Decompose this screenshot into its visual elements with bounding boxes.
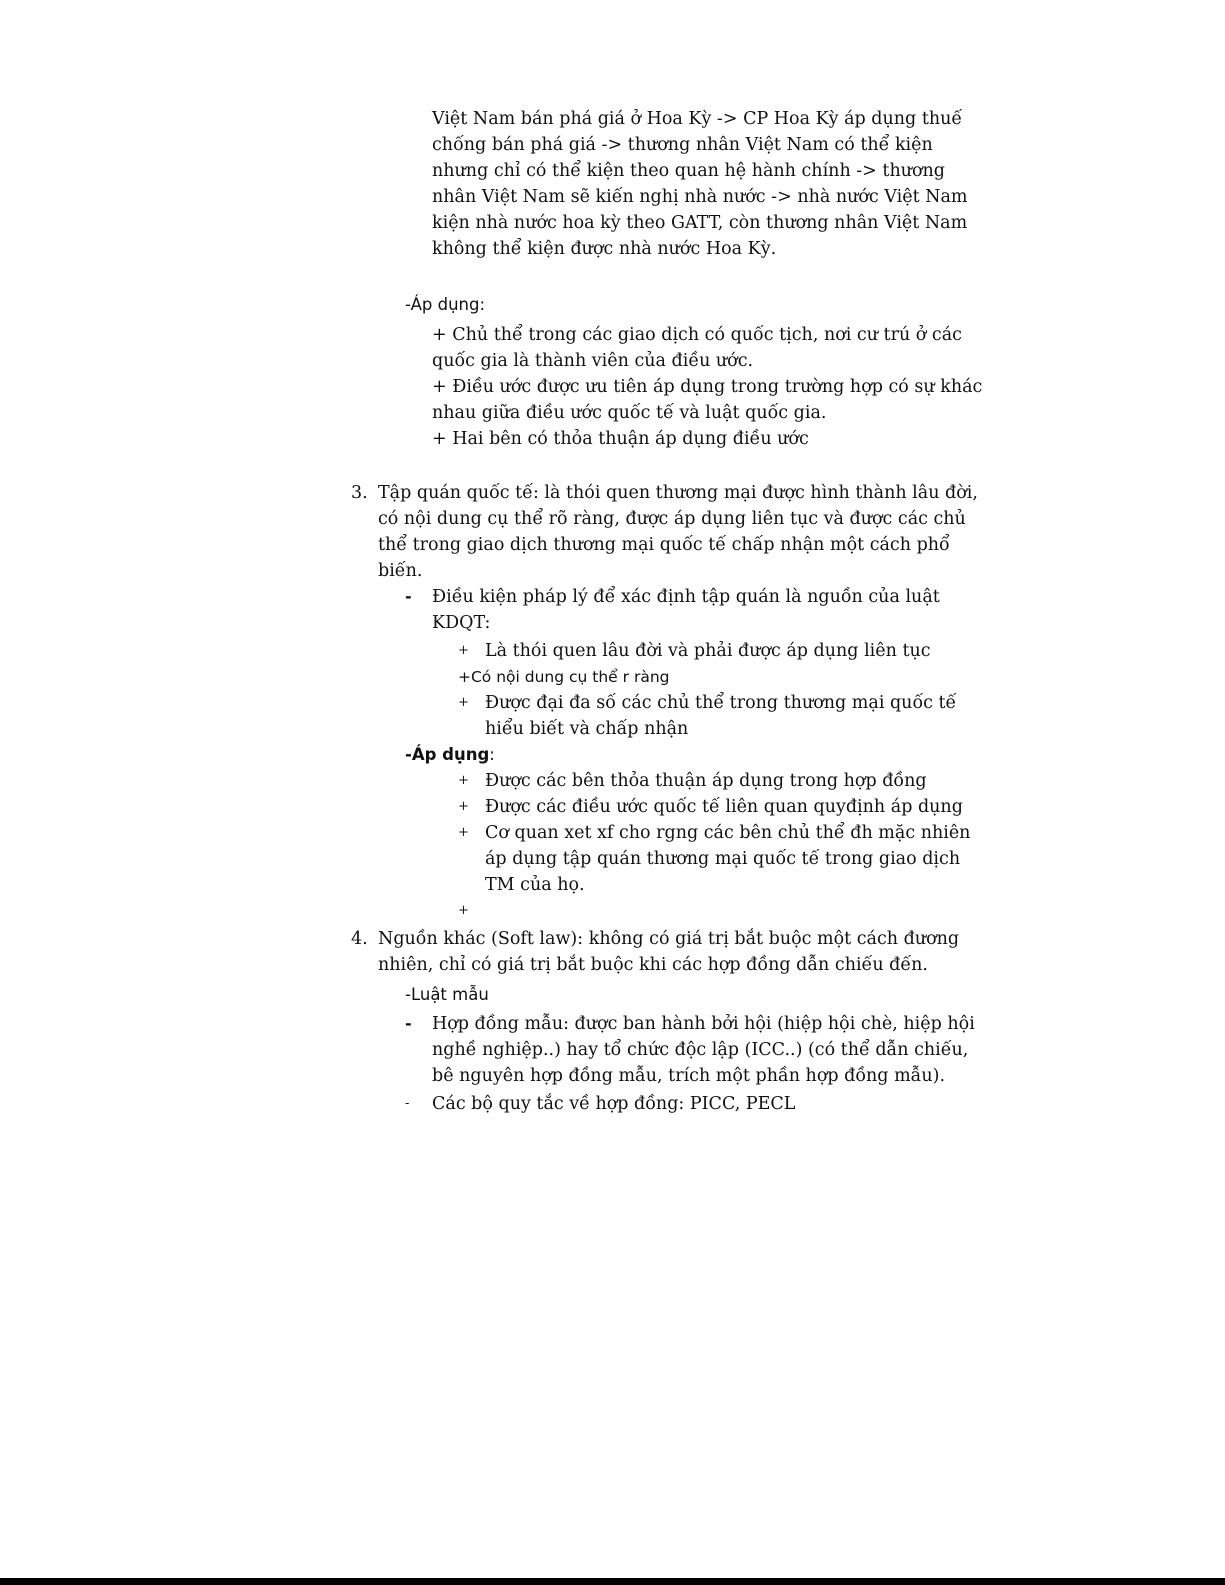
- item4-line: Nguồn khác (Soft law): không có giá trị bắt buộc một cách đương: [378, 929, 960, 949]
- plus-bullet: +: [458, 643, 469, 658]
- dash-bullet: -: [405, 1096, 410, 1111]
- condition-line: Điều kiện pháp lý để xác định tập quán là nguồn của luật: [432, 587, 940, 607]
- hop-dong-mau-line: bê nguyên hợp đồng mẫu, trích một phần hợp đồng mẫu).: [432, 1066, 946, 1086]
- plus-bullet: +: [458, 773, 469, 788]
- apdung-item: áp dụng tập quán thương mại quốc tế trong giao dịch: [485, 849, 961, 869]
- intro-line: nhưng chỉ có thể kiện theo quan hệ hành chính -> thương: [432, 161, 945, 181]
- condition-item: hiểu biết và chấp nhận: [485, 719, 689, 739]
- apdung-line: + Điều ước được ưu tiên áp dụng trong trường hợp có sự khác: [432, 377, 983, 397]
- item4-line: nhiên, chỉ có giá trị bắt buộc khi các hợp đồng dẫn chiếu đến.: [378, 955, 928, 975]
- apdung-custom-colon: :: [489, 745, 495, 764]
- list-number: 3.: [351, 483, 368, 503]
- apdung-line: + Chủ thể trong các giao dịch có quốc tịch, nơi cư trú ở các: [432, 325, 962, 345]
- plus-bullet: +: [458, 695, 469, 710]
- apdung-custom-label: -Áp dụng: [405, 745, 490, 764]
- apdung-line: + Hai bên có thỏa thuận áp dụng điều ước: [432, 429, 809, 449]
- list-number: 4.: [351, 929, 368, 949]
- intro-line: chống bán phá giá -> thương nhân Việt Nam có thể kiện: [432, 135, 933, 155]
- apdung-custom-heading: [405, 742, 495, 768]
- intro-line: nhân Việt Nam sẽ kiến nghị nhà nước -> nhà nước Việt Nam: [432, 187, 968, 207]
- quy-tac-line: Các bộ quy tắc về hợp đồng: PICC, PECL: [432, 1094, 796, 1114]
- luat-mau-heading: -Luật mẫu: [405, 985, 489, 1004]
- item3-line: có nội dung cụ thể rõ ràng, được áp dụng liên tục và được các chủ: [378, 509, 966, 529]
- condition-item: +Có nội dung cụ thể r ràng: [458, 668, 670, 686]
- intro-line: Việt Nam bán phá giá ở Hoa Kỳ -> CP Hoa Kỳ áp dụng thuế: [432, 109, 963, 129]
- condition-item: Được đại đa số các chủ thể trong thương mại quốc tế: [485, 693, 957, 713]
- apdung-heading: -Áp dụng:: [405, 295, 486, 314]
- apdung-item: Cơ quan xet xf cho rgng các bên chủ thể đh mặc nhiên: [485, 823, 971, 843]
- intro-line: kiện nhà nước hoa kỳ theo GATT, còn thương nhân Việt Nam: [432, 213, 968, 233]
- hop-dong-mau-line: nghề nghiệp..) hay tổ chức độc lập (ICC..) (có thể dẫn chiếu,: [432, 1040, 969, 1060]
- item3-line: biến.: [378, 561, 423, 581]
- intro-line: không thể kiện được nhà nước Hoa Kỳ.: [432, 239, 777, 259]
- item3-line: Tập quán quốc tế: là thói quen thương mại được hình thành lâu đời,: [378, 483, 978, 503]
- plus-bullet: +: [458, 825, 469, 840]
- condition-line: KDQT:: [432, 613, 491, 633]
- plus-bullet-empty: +: [458, 903, 469, 918]
- apdung-line: nhau giữa điều ước quốc tế và luật quốc gia.: [432, 403, 827, 423]
- item3-line: thể trong giao dịch thương mại quốc tế chấp nhận một cách phổ: [378, 535, 950, 555]
- page-bottom-border: [0, 1578, 1225, 1585]
- dash-bullet: -: [405, 1014, 412, 1033]
- apdung-item: Được các bên thỏa thuận áp dụng trong hợp đồng: [485, 771, 927, 791]
- plus-bullet: +: [458, 799, 469, 814]
- apdung-item: Được các điều ước quốc tế liên quan quyđịnh áp dụng: [485, 797, 963, 817]
- hop-dong-mau-line: Hợp đồng mẫu: được ban hành bởi hội (hiệp hội chè, hiệp hội: [432, 1014, 975, 1034]
- apdung-item: TM của họ.: [485, 875, 585, 895]
- dash-bullet: -: [405, 587, 412, 606]
- condition-item: Là thói quen lâu đời và phải được áp dụng liên tục: [485, 641, 931, 661]
- apdung-line: quốc gia là thành viên của điều ước.: [432, 351, 754, 371]
